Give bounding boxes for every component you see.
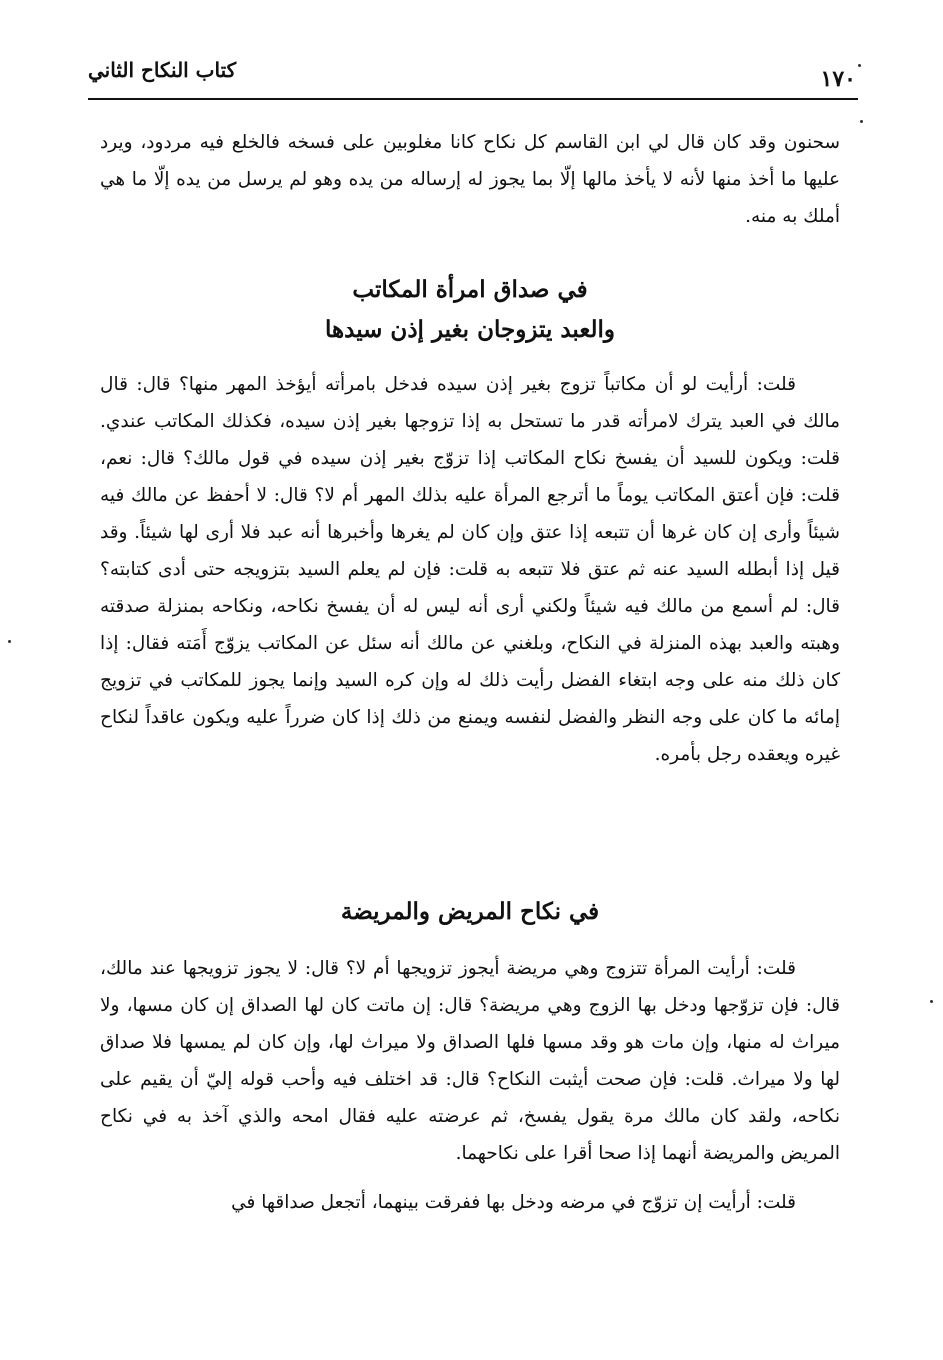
intro-block xyxy=(100,124,840,235)
section-heading-marid xyxy=(100,892,840,932)
marid-paragraph-2: قلت: أرأيت إن تزوّج في مرضه ودخل بها ففرقت بينهما، أتجعل صداقها في xyxy=(231,1192,796,1213)
page-number: ١٧٠ xyxy=(820,66,856,92)
section-title-line-1: في صداق امرأة المكاتب xyxy=(352,276,588,303)
mukatab-paragraph: قلت: أرأيت لو أن مكاتباً تزوج بغير إذن سيده فدخل بامرأته أيؤخذ المهر منها؟ قال: قال مالك في العبد يترك لامرأته قدر ما تستحل به إذا تزوجها بغير إذن سيده، فكذلك المكاتب عندي. قلت: ويكون للسيد أن يفسخ نكاح المكاتب إذا تزوّج بغير إذن سيده في قول مالك؟ قال: نعم، قلت: فإن أعتق المكاتب يوماً ما أترجع المرأة عليه بذلك المهر أم لا؟ قال: لا أحفظ عن مالك فيه شيئاً وأرى إن كان غرها أن تتبعه إذا عتق وإن كان لم يغرها وأخبرها أنه عبد فلا أرى لها شيئاً. وقد قيل إذا أبطله السيد عنه ثم عتق فلا تتبعه به قلت: فإن لم يعلم السيد بتزويجه حتى أدى كتابته؟ قال: لم أسمع من مالك فيه شيئاً ولكني أرى أنه ليس له أن يفسخ نكاحه، ونكاحه بمنزلة صدقته وهبته والعبد بهذه المنزلة في النكاح، وبلغني عن مالك أنه سئل عن المكاتب يزوّج أَمَته فقال: إذا كان ذلك منه على وجه ابتغاء الفضل رأيت ذلك له وإن كره السيد وإنما يجوز للمكاتب في تزويج إمائه ما كان على وجه النظر والفضل لنفسه ويمنع من ذلك إذا كان ضرراً عليه ويكون عاقداً لنكاح غيره ويعقده رجل بأمره. xyxy=(100,374,840,765)
running-header xyxy=(88,52,858,98)
scan-speck xyxy=(8,640,11,643)
marid-paragraph-1: قلت: أرأيت المرأة تتزوج وهي مريضة أيجوز تزويجها أم لا؟ قال: لا يجوز تزويجها عند مالك، قال: فإن تزوّجها ودخل بها الزوج وهي مريضة؟ قال: إن ماتت كان لها الصداق إن كان مسها، ولا ميراث له منها، وإن مات هو وقد مسها فلها الصداق ولا ميراث لها، وإن كان لم يمسها فلا صداق لها ولا ميراث. قلت: فإن صحت أيثبت النكاح؟ قال: قد اختلف فيه وأحب قوله إليّ أن يقيم على نكاحه، ولقد كان مالك مرة يقول يفسخ، ثم عرضته عليه فقال امحه والذي آخذ به في نكاح المريض والمريضة أنهما إذا صحا أقرا على نكاحهما. xyxy=(100,958,840,1164)
scan-speck xyxy=(858,64,861,67)
section-title-marid: في نكاح المريض والمريضة xyxy=(340,898,600,925)
scan-speck xyxy=(930,1000,933,1003)
running-title: كتاب النكاح الثاني xyxy=(88,58,237,82)
section-body-marid xyxy=(100,950,840,1221)
intro-paragraph: سحنون وقد كان قال لي ابن القاسم كل نكاح كانا مغلوبين على فسخه فالخلع فيه مردود، ويرد عليها ما أخذ منها لأنه لا يأخذ مالها إلّا بما يجوز له إرساله من يده وهو لم يرسل من يده إلّا ما هي أملك به منه. xyxy=(100,132,840,227)
scan-speck xyxy=(860,120,863,123)
header-divider xyxy=(88,98,858,100)
section-body-mukatab xyxy=(100,366,840,773)
section-heading-mukatab xyxy=(100,270,840,350)
section-title-line-2: والعبد يتزوجان بغير إذن سيدها xyxy=(325,316,615,343)
